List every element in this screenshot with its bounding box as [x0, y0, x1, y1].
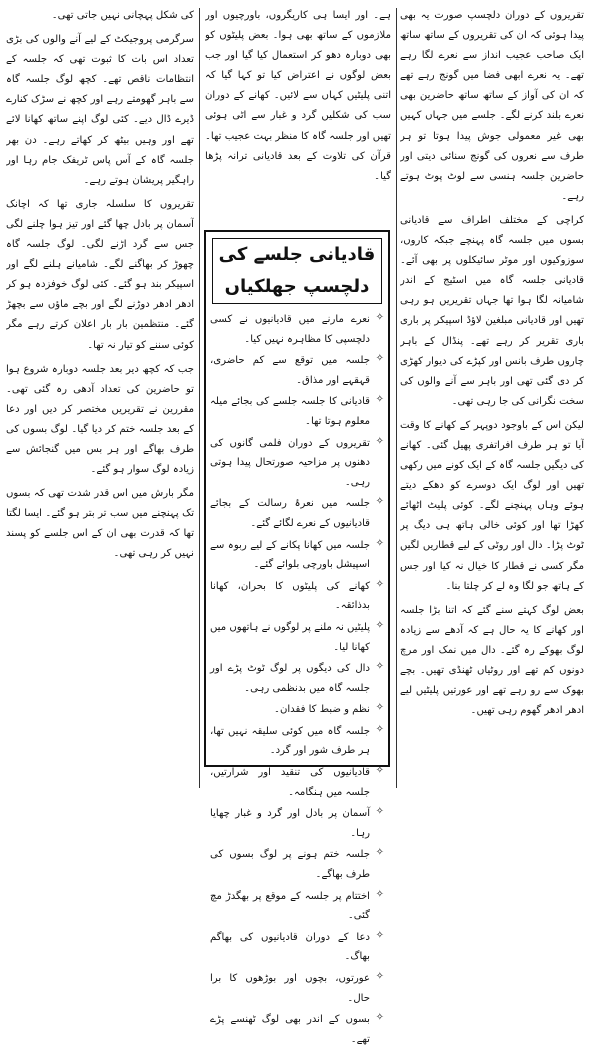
- list-item: ✧ پلیٹیں نہ ملنے پر لوگوں نے ہاتھوں میں کھانا لیا۔: [210, 619, 384, 653]
- column-divider: [396, 8, 397, 788]
- column-divider: [199, 8, 200, 788]
- paragraph: جب کہ کچھ دیر بعد جلسہ دوبارہ شروع ہوا تو حاضرین کی تعداد آدھی رہ گئی تھی۔ مقررین نے تقریریں مختصر کر دیں اور دعا کے بعد جلسہ ختم کر دیا گیا۔ لوگ بسوں کی طرف بھاگے اور ہر بس میں گنجائش سے زیادہ لوگ سوار ہو گئے۔: [6, 363, 194, 476]
- list-item: ✧ آسمان پر بادل اور گرد و غبار چھایا رہا۔: [210, 806, 384, 839]
- paragraph: لیکن اس کے باوجود دوپہر کے کھانے کا وقت آیا تو ہر طرف افراتفری پھیل گئی۔ کھانے کی دیگیں جلسہ گاہ کے ایک کونے میں رکھی تھیں اور لوگ ایک دوسرے کو دھکے دیتے ہوئے وہاں پہنچنے لگے۔ کوئی پلیٹ اٹھائے کھڑا تھا اور کوئی خالی ہاتھ ہی دیگ پر ٹوٹ پڑا۔ دال اور روٹی کے لیے قطاریں لگیں مگر کسی نے قطار کا خیال نہ کیا اور جس کے ہاتھ جو لگا وہ لے کر چلتا بنا۔: [400, 419, 584, 592]
- middle-column: [205, 6, 391, 231]
- star-bullet-icon: ✧: [375, 435, 384, 447]
- list-item: ✧ تقریروں کے دوران فلمی گانوں کی دھنوں پر مزاحیہ صورتحال پیدا ہوتی رہی۔: [210, 435, 384, 488]
- paragraph: سرگرمی پروجیکٹ کے لیے آنے والوں کی بڑی تعداد اس بات کا ثبوت تھی کہ جلسہ کے انتظامات ناقص تھے۔ کچھ لوگ جلسہ گاہ سے باہر گھومتے رہے اور کچھ نے سڑک کنارے ڈیرے ڈال دیے۔ کئی لوگ اپنے ساتھ کھانا لائے تھے اور وہیں بیٹھ کر کھاتے رہے۔ دن بھر جلسہ گاہ کے آس پاس ٹریفک جام رہا اور راہگیر پریشان ہوتے رہے۔: [6, 34, 194, 186]
- star-bullet-icon: ✧: [375, 1012, 384, 1024]
- list-item: ✧ جلسہ میں نعرۂ رسالت کے بجائے قادیانیوں کے نعرے لگائے گئے۔: [210, 496, 384, 529]
- paragraph: کراچی کے مختلف اطراف سے قادیانی بسوں میں جلسہ گاہ پہنچے جبکہ کاروں، سوزوکیوں اور موٹر سائیکلوں پر بھی آئے۔ قادیانی جلسہ گاہ میں اسٹیج کے اندر شامیانہ لگا ہوا تھا جہاں تقریریں ہو رہی تھیں اور قادیانی مبلغین لاؤڈ اسپیکر پر باری باری تقریر کر رہے تھے۔ پنڈال کے باہر چاروں طرف بانس اور کپڑے کی دیوار کھڑی کر دی گئی تھی اور باہر سے آنے والوں کی سخت نگرانی کی جا رہی تھی۔: [400, 214, 584, 407]
- star-bullet-icon: ✧: [375, 661, 384, 673]
- left-column: [6, 6, 194, 790]
- list-item: ✧ دال کی دیگوں پر لوگ ٹوٹ پڑے اور جلسہ گاہ میں بدنظمی رہی۔: [210, 661, 384, 694]
- list-item: ✧ اختتام پر جلسہ کے موقع پر بھگدڑ مچ گئی۔: [210, 888, 384, 922]
- paragraph: تقریروں کا سلسلہ جاری تھا کہ اچانک آسمان پر بادل چھا گئے اور تیز ہوا چلنے لگی جس سے گرد اڑنے لگی۔ لوگ جلسہ گاہ چھوڑ کر بھاگنے لگے۔ شامیانے ہلنے لگے اور اسپیکر بند ہو گئے۔ کئی لوگ خوفزدہ ہو کر ادھر ادھر دوڑنے لگے اور بچے ماؤں سے بچھڑ گئے۔ منتظمین بار بار اعلان کرتے رہے مگر کوئی سننے کو تیار نہ تھا۔: [6, 198, 194, 351]
- star-bullet-icon: ✧: [375, 312, 384, 323]
- list-item: ✧ جلسہ ختم ہونے پر لوگ بسوں کی طرف بھاگے۔: [210, 847, 384, 881]
- star-bullet-icon: ✧: [375, 806, 384, 818]
- star-bullet-icon: ✧: [375, 394, 384, 406]
- star-bullet-icon: ✧: [375, 888, 384, 900]
- right-column: [400, 6, 584, 790]
- list-item: ✧ عورتوں، بچوں اور بوڑھوں کا برا حال۔: [210, 971, 384, 1004]
- list-item: ✧ جلسہ میں کھانا پکانے کے لیے ربوہ سے اسپیشل باورچی بلوائے گئے۔: [210, 537, 384, 571]
- paragraph: مگر بارش میں اس قدر شدت تھی کہ بسوں تک پہنچنے میں سب تر بتر ہو گئے۔ ایسا لگتا تھا کہ قدرت بھی ان کے اس جلسے کو پسند نہیں کر رہی تھی۔: [6, 488, 194, 560]
- box-title: قادیانی جلسے کی دلچسپ جھلکیاں: [212, 238, 382, 304]
- star-bullet-icon: ✧: [375, 619, 384, 631]
- list-item: ✧ جلسہ گاہ میں کوئی سلیقہ نہیں تھا، ہر طرف شور اور گرد۔: [210, 723, 384, 757]
- star-bullet-icon: ✧: [375, 723, 384, 735]
- list-item: ✧ نعرے مارنے میں قادیانیوں نے کسی دلچسپی کا مظاہرہ نہیں کیا۔: [210, 312, 384, 345]
- paragraph: ہے۔ اور ایسا ہی کاریگروں، باورچیوں اور ملازموں کے ساتھ بھی ہوا۔ بعض پلیٹوں کو بھی دوبارہ دھو کر استعمال کیا گیا اور جب بعض لوگوں نے اعتراض کیا تو کہا گیا کہ اتنی پلیٹیں کہاں سے لائیں۔ کھانے کے دوران سب کی شکلیں گرد و غبار سے اٹی ہوئی تھیں اور جلسہ گاہ کا منظر بہت عجیب تھا۔ قرآن کی تلاوت کے بعد قادیانی ترانہ پڑھا گیا۔: [205, 10, 391, 182]
- star-bullet-icon: ✧: [375, 578, 384, 590]
- highlights-box: [204, 230, 390, 1045]
- star-bullet-icon: ✧: [375, 496, 384, 508]
- paragraph: کی شکل پہچانی نہیں جاتی تھی۔: [51, 10, 194, 21]
- list-item: ✧ قادیانی کا جلسہ جلسے کی بجائے میلہ معلوم ہوتا تھا۔: [210, 394, 384, 427]
- star-bullet-icon: ✧: [375, 929, 384, 941]
- star-bullet-icon: ✧: [375, 765, 384, 777]
- paragraph: تقریروں کے دوران دلچسپ صورت یہ بھی پیدا ہوئی کہ ان کی تقریروں کے ساتھ ساتھ ایک صاحب عجیب انداز سے نعرے لگا رہے تھے۔ یہ نعرے ابھی فضا میں گونج رہے تھے کہ ان کی آواز کے ساتھ ساتھ حاضرین بھی نعرے بلند کرنے لگے۔ جلسے میں جہاں کہیں بھی غیر معمولی جوش پیدا ہوتا تو ہر طرف سے نعروں کی گونج سنائی دیتی اور حاضرین جلسہ ہنسی سے لوٹ پوٹ ہوتے رہے۔: [400, 10, 584, 202]
- list-item: ✧ بسوں کے اندر بھی لوگ ٹھنسے پڑے تھے۔: [210, 1012, 384, 1045]
- star-bullet-icon: ✧: [375, 847, 384, 859]
- star-bullet-icon: ✧: [375, 971, 384, 982]
- list-item: ✧ جلسہ میں توقع سے کم حاضری، قہقہے اور مذاق۔: [210, 353, 384, 386]
- star-bullet-icon: ✧: [375, 702, 384, 714]
- paragraph: بعض لوگ کہتے سنے گئے کہ اتنا بڑا جلسہ اور کھانے کا یہ حال ہے کہ آدھے سے زیادہ لوگ بھوکے رہ گئے۔ دال میں نمک اور مرچ دونوں کم تھے اور روٹیاں ٹھنڈی تھیں۔ بچے بھوک سے رو رہے تھے اور عورتیں پلیٹیں لیے ادھر ادھر گھوم رہی تھیں۔: [400, 604, 584, 717]
- list-item: ✧ قادیانیوں کی تنقید اور شرارتیں، جلسہ میں ہنگامہ۔: [210, 765, 384, 798]
- list-item: ✧ نظم و ضبط کا فقدان۔: [274, 702, 384, 716]
- list-item: ✧ کھانے کی پلیٹوں کا بحران، کھانا بدذائقہ۔: [210, 578, 384, 612]
- list-item: ✧ دعا کے دوران قادیانیوں کی بھاگم بھاگ۔: [210, 929, 384, 963]
- star-bullet-icon: ✧: [375, 353, 384, 365]
- highlights-list: [210, 310, 384, 1049]
- star-bullet-icon: ✧: [375, 537, 384, 549]
